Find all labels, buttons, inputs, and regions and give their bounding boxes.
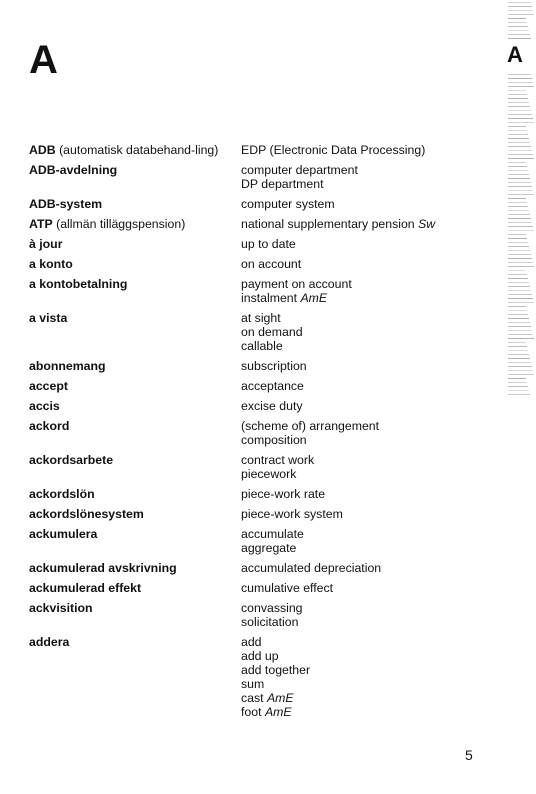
translation-line <box>241 419 479 433</box>
entry-translations <box>241 581 479 595</box>
translation-line <box>241 197 479 211</box>
section-letter: A <box>29 38 58 82</box>
translation-line <box>241 581 479 595</box>
translation-line <box>241 163 479 177</box>
thumb-index-rule <box>508 390 529 391</box>
entry-translations <box>241 507 479 521</box>
translation-line <box>241 277 479 291</box>
entry-term-cell <box>29 453 241 481</box>
translation-text: add <box>241 635 262 649</box>
dictionary-entry <box>29 487 479 501</box>
entry-translations <box>241 359 479 373</box>
translation-line <box>241 487 479 501</box>
translation-line <box>241 691 479 705</box>
thumb-index-rule <box>508 86 534 87</box>
entry-translations <box>241 635 479 719</box>
dictionary-entry <box>29 311 479 353</box>
thumb-index-rule <box>508 234 526 235</box>
entry-term-cell <box>29 359 241 373</box>
thumb-index-rule <box>508 266 534 267</box>
thumb-index-rule <box>508 262 533 263</box>
entry-term-cell <box>29 163 241 191</box>
translation-line <box>241 311 479 325</box>
thumb-index-rule <box>508 150 532 151</box>
entry-headword: ADB-avdelning <box>29 163 118 177</box>
translation-line <box>241 217 479 231</box>
translation-text: computer system <box>241 197 335 211</box>
entry-translations <box>241 163 479 191</box>
thumb-index-rule <box>508 218 531 219</box>
entry-term-cell <box>29 143 241 157</box>
thumb-index-rule <box>508 342 526 343</box>
thumb-index-rule <box>508 346 527 347</box>
entry-headword: ackordsarbete <box>29 453 114 467</box>
page-number: 5 <box>465 747 473 763</box>
thumb-index-rule <box>508 170 528 171</box>
thumb-index-rule <box>508 202 527 203</box>
dictionary-entry <box>29 379 479 393</box>
translation-line <box>241 237 479 251</box>
entry-term-cell <box>29 507 241 521</box>
dictionary-entry <box>29 507 479 521</box>
thumb-index-rule <box>508 130 527 131</box>
entry-translations <box>241 487 479 501</box>
thumb-index-rule <box>508 118 533 119</box>
entry-headword: ackumulera <box>29 527 98 541</box>
thumb-index-rule <box>508 126 526 127</box>
entry-term-cell <box>29 197 241 211</box>
entry-headword: a vista <box>29 311 68 325</box>
entry-term-cell <box>29 399 241 413</box>
dictionary-entry <box>29 581 479 595</box>
dictionary-entry <box>29 143 479 157</box>
region-label: AmE <box>300 291 328 305</box>
thumb-index-rule <box>508 314 528 315</box>
translation-text: subscription <box>241 359 307 373</box>
region-label: AmE <box>266 691 294 705</box>
dictionary-entry <box>29 527 479 555</box>
thumb-index-rule <box>508 34 530 35</box>
thumb-index-rule <box>508 94 527 95</box>
thumb-index-rule <box>508 146 531 147</box>
entry-headword: abonnemang <box>29 359 106 373</box>
thumb-index-rule <box>508 78 532 79</box>
thumb-index-rule <box>508 194 534 195</box>
thumb-index-rule <box>508 154 533 155</box>
thumb-index-rule <box>508 246 529 247</box>
translation-text: foot <box>241 705 262 719</box>
translation-text: solicitation <box>241 615 299 629</box>
translation-text: piece-work rate <box>241 487 326 501</box>
thumb-index-rule <box>508 98 528 99</box>
translation-line <box>241 663 479 677</box>
dictionary-entry <box>29 163 479 191</box>
entry-term-cell <box>29 217 241 231</box>
dictionary-entry <box>29 453 479 481</box>
translation-text: DP department <box>241 177 324 191</box>
thumb-index-rule <box>508 298 533 299</box>
thumb-index-rule <box>508 238 527 239</box>
dictionary-entry <box>29 257 479 271</box>
thumb-index-rule <box>508 370 533 371</box>
region-label: AmE <box>264 705 292 719</box>
translation-line <box>241 561 479 575</box>
thumb-index-rule <box>508 222 532 223</box>
entry-note: (automatisk databehand-ling) <box>59 143 219 157</box>
thumb-index-rule <box>508 106 530 107</box>
thumb-index-rule <box>508 114 532 115</box>
translation-line <box>241 257 479 271</box>
dictionary-entry <box>29 237 479 251</box>
entry-term-cell <box>29 601 241 629</box>
entry-translations <box>241 527 479 555</box>
thumb-index-rule <box>508 278 528 279</box>
thumb-index-rule <box>508 174 529 175</box>
thumb-index-rule <box>508 134 528 135</box>
thumb-index-rule <box>508 258 532 259</box>
translation-line <box>241 467 479 481</box>
entry-term-cell <box>29 561 241 575</box>
translation-line <box>241 359 479 373</box>
translation-line <box>241 615 479 629</box>
thumb-index-rule <box>508 158 534 159</box>
thumb-index-rule <box>508 358 530 359</box>
thumb-index-rule <box>508 210 529 211</box>
translation-text: contract work <box>241 453 315 467</box>
translation-line <box>241 291 479 305</box>
entry-term-cell <box>29 419 241 447</box>
entry-headword: ackordslönesystem <box>29 507 144 521</box>
entry-term-cell <box>29 581 241 595</box>
entry-term-cell <box>29 237 241 251</box>
thumb-index-rule <box>508 294 532 295</box>
thumb-index-rule <box>508 214 530 215</box>
thumb-index-rule <box>508 318 529 319</box>
translation-text: excise duty <box>241 399 303 413</box>
thumb-index-rule <box>508 138 529 139</box>
translation-line <box>241 507 479 521</box>
thumb-index-rule <box>508 286 530 287</box>
entry-headword: ackordslön <box>29 487 95 501</box>
dictionary-entry <box>29 277 479 305</box>
thumb-index-rule <box>508 394 530 395</box>
thumb-index-rule <box>508 354 529 355</box>
thumb-index-rule <box>508 226 533 227</box>
translation-text: accumulated depreciation <box>241 561 382 575</box>
thumb-index-rule <box>508 74 531 75</box>
thumb-index-rule <box>508 166 527 167</box>
entry-headword: accis <box>29 399 60 413</box>
translation-text: cast <box>241 691 264 705</box>
entry-translations <box>241 197 479 211</box>
translation-text: sum <box>241 677 265 691</box>
thumb-index-rule <box>508 290 531 291</box>
translation-line <box>241 339 479 353</box>
entry-term-cell <box>29 379 241 393</box>
entry-translations <box>241 399 479 413</box>
thumb-index-rule <box>508 186 532 187</box>
thumb-index-rule <box>508 110 531 111</box>
entry-translations <box>241 257 479 271</box>
entry-headword: ackvisition <box>29 601 93 615</box>
thumb-index-rule <box>508 326 531 327</box>
dictionary-entries <box>29 143 479 725</box>
translation-text: add together <box>241 663 311 677</box>
translation-line <box>241 177 479 191</box>
entry-headword: ADB <box>29 143 56 157</box>
thumb-index-rule <box>508 322 530 323</box>
thumb-index-rule <box>508 206 528 207</box>
entry-headword: ATP <box>29 217 53 231</box>
entry-term-cell <box>29 277 241 305</box>
translation-line <box>241 527 479 541</box>
translation-text: add up <box>241 649 279 663</box>
thumb-index-letter: A <box>507 42 523 67</box>
translation-line <box>241 601 479 615</box>
thumb-index-rule <box>508 254 531 255</box>
thumb-index-rule <box>508 142 530 143</box>
entry-headword: ackord <box>29 419 70 433</box>
thumb-index-rule <box>508 338 534 339</box>
translation-line <box>241 635 479 649</box>
thumb-index-rule <box>508 386 528 387</box>
translation-text: convassing <box>241 601 303 615</box>
thumb-index-rule <box>508 102 529 103</box>
dictionary-entry <box>29 217 479 231</box>
thumb-index-rule <box>508 30 529 31</box>
thumb-index-rule <box>508 90 526 91</box>
entry-translations <box>241 311 479 353</box>
thumb-index-rule <box>508 250 530 251</box>
thumb-index-rule <box>508 198 526 199</box>
translation-line <box>241 399 479 413</box>
entry-note: (allmän tilläggspension) <box>56 217 186 231</box>
entry-headword: addera <box>29 635 70 649</box>
translation-text: on demand <box>241 325 303 339</box>
thumb-index-rule <box>508 378 526 379</box>
thumb-index-rule <box>508 366 532 367</box>
translation-text: EDP (Electronic Data Processing) <box>241 143 426 157</box>
entry-translations <box>241 453 479 481</box>
entry-translations <box>241 561 479 575</box>
translation-text: piece-work system <box>241 507 343 521</box>
entry-headword: a konto <box>29 257 73 271</box>
entry-term-cell <box>29 635 241 719</box>
thumb-index-rule <box>508 350 528 351</box>
thumb-index-rule <box>508 26 528 27</box>
thumb-index-rule <box>508 270 526 271</box>
translation-text: callable <box>241 339 283 353</box>
entry-translations <box>241 237 479 251</box>
thumb-index-rule <box>508 2 531 3</box>
entry-headword: à jour <box>29 237 63 251</box>
translation-text: instalment <box>241 291 298 305</box>
thumb-index-rule <box>508 122 534 123</box>
translation-text: payment on account <box>241 277 352 291</box>
thumb-index-rule <box>508 306 526 307</box>
entry-headword: a kontobetalning <box>29 277 128 291</box>
thumb-index-rule <box>508 190 533 191</box>
entry-translations <box>241 217 479 231</box>
translation-line <box>241 705 479 719</box>
entry-term-cell <box>29 311 241 353</box>
translation-text: composition <box>241 433 307 447</box>
translation-text: on account <box>241 257 302 271</box>
entry-translations <box>241 143 479 157</box>
translation-line <box>241 143 479 157</box>
thumb-index-rule <box>508 182 531 183</box>
thumb-index-rule <box>508 82 533 83</box>
thumb-index-rule <box>508 10 533 11</box>
dictionary-entry <box>29 635 479 719</box>
region-label: Sw <box>418 217 436 231</box>
thumb-index-rule <box>508 374 534 375</box>
thumb-index-rule <box>508 6 532 7</box>
translation-text: national supplementary pension <box>241 217 415 231</box>
thumb-index-rule <box>508 274 527 275</box>
entry-translations <box>241 419 479 447</box>
dictionary-entry <box>29 601 479 629</box>
dictionary-entry <box>29 419 479 447</box>
dictionary-entry <box>29 399 479 413</box>
thumb-index-rule <box>508 330 532 331</box>
thumb-index-rule <box>508 18 526 19</box>
translation-text: computer department <box>241 163 358 177</box>
dictionary-entry <box>29 561 479 575</box>
translation-text: (scheme of) arrangement <box>241 419 380 433</box>
thumb-index-rule <box>508 302 534 303</box>
translation-line <box>241 677 479 691</box>
thumb-index-rule <box>508 310 527 311</box>
entry-headword: ackumulerad avskrivning <box>29 561 177 575</box>
entry-headword: ADB-system <box>29 197 103 211</box>
thumb-index-rule <box>508 162 526 163</box>
translation-line <box>241 541 479 555</box>
entry-term-cell <box>29 527 241 555</box>
entry-translations <box>241 277 479 305</box>
dictionary-entry <box>29 359 479 373</box>
entry-translations <box>241 379 479 393</box>
translation-line <box>241 433 479 447</box>
translation-line <box>241 649 479 663</box>
thumb-index-rule <box>508 382 527 383</box>
thumb-index-rule <box>508 334 533 335</box>
translation-text: up to date <box>241 237 296 251</box>
thumb-index-rule <box>508 178 530 179</box>
translation-text: accumulate <box>241 527 304 541</box>
thumb-index-rule <box>508 362 531 363</box>
translation-text: cumulative effect <box>241 581 334 595</box>
translation-line <box>241 453 479 467</box>
thumb-index-rule <box>508 14 534 15</box>
thumb-index-rule <box>508 22 527 23</box>
thumb-index-rule <box>508 38 531 39</box>
entry-translations <box>241 601 479 629</box>
thumb-index-rule <box>508 242 528 243</box>
translation-line <box>241 379 479 393</box>
thumb-index-rule <box>508 230 534 231</box>
translation-text: acceptance <box>241 379 304 393</box>
translation-text: piecework <box>241 467 297 481</box>
entry-headword: ackumulerad effekt <box>29 581 142 595</box>
translation-text: aggregate <box>241 541 297 555</box>
entry-term-cell <box>29 257 241 271</box>
entry-term-cell <box>29 487 241 501</box>
translation-line <box>241 325 479 339</box>
entry-headword: accept <box>29 379 68 393</box>
translation-text: at sight <box>241 311 281 325</box>
dictionary-entry <box>29 197 479 211</box>
thumb-index-rule <box>508 282 529 283</box>
